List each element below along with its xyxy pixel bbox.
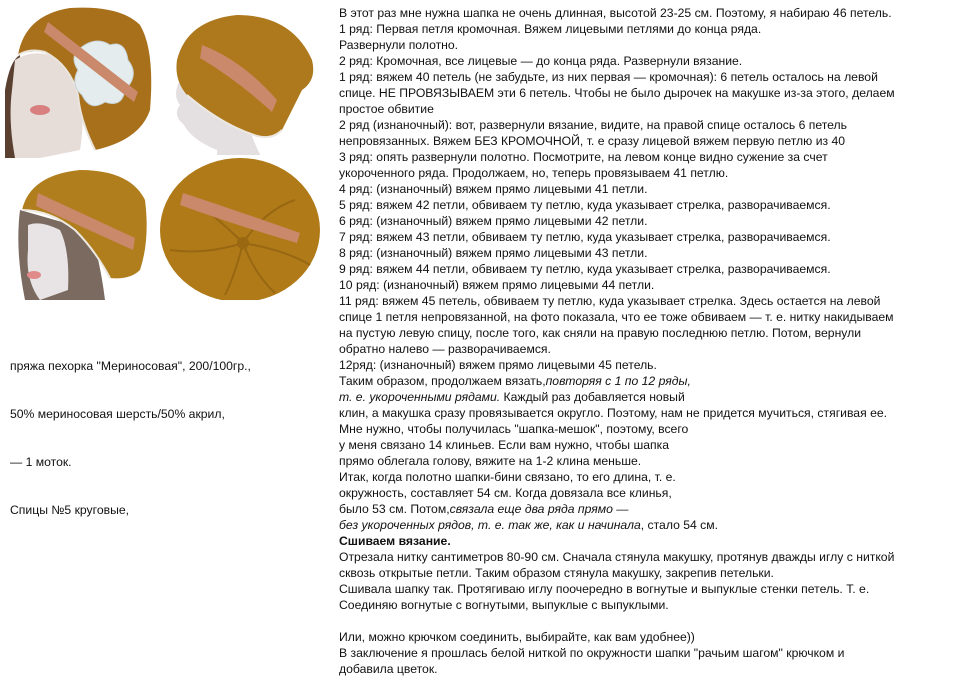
instruction-line: Мне нужно, чтобы получилась "шапка-мешок", поэтому, всего: [339, 422, 689, 436]
hat-photo-front-bangs: [0, 160, 160, 300]
hat-photo-side-profile: [162, 0, 320, 158]
instruction-line: 8 ряд: (изнаночный) вяжем прямо лицевыми 43 петли.: [339, 246, 648, 260]
instruction-line: непровязанных. Вяжем БЕЗ КРОМОЧНОЙ, т. е сразу лицевой вяжем первую петлю из 40: [339, 134, 846, 148]
line-text: Каждый раз добавляется новый: [500, 390, 685, 404]
line-italic: т. е. укороченными рядами.: [339, 390, 501, 404]
instruction-line: [339, 373, 957, 389]
hat-front-illustration: [0, 160, 160, 300]
instruction-line: укороченного ряда. Продолжаем, но, теперь провязываем 41 петлю.: [339, 166, 729, 180]
line-text: , стало 54 см.: [640, 518, 719, 532]
instruction-line: прямо облегала голову, вяжите на 1-2 клина меньше.: [339, 454, 642, 468]
material-quantity: — 1 моток.: [10, 455, 72, 469]
instruction-line: Итак, когда полотно шапки-бини связано, то его длина, т. е.: [339, 470, 676, 484]
line-italic: без укороченных рядов, т. е. так же, как и начинала: [339, 518, 641, 532]
instruction-line: Соединяю вогнутые с вогнутыми, выпуклые с выпуклыми.: [339, 598, 669, 612]
knitting-instructions: [339, 5, 957, 677]
instruction-line: 10 ряд: (изнаночный) вяжем прямо лицевыми 44 петли.: [339, 278, 655, 292]
intro-line: В этот раз мне нужна шапка не очень длинная, высотой 23-25 см. Поэтому, я набираю 46 петель.: [339, 6, 892, 20]
instruction-line: Отрезала нитку сантиметров 80-90 см. Сначала стянула макушку, протянув дважды иглу с ниткой: [339, 550, 895, 564]
instruction-line: простое обвитие: [339, 102, 434, 116]
line-text: Таким образом, продолжаем вязать,: [339, 374, 546, 388]
material-needles: Спицы №5 круговые,: [10, 503, 129, 517]
instruction-line: 5 ряд: вяжем 42 петли, обвиваем ту петлю, куда указывает стрелка, разворачиваемся.: [339, 198, 831, 212]
instruction-line: В заключение я прошлась белой ниткой по окружности шапки "рачьим шагом" крючком и: [339, 646, 845, 660]
hat-photo-top-view: [155, 155, 320, 300]
instruction-line: на пустую левую спицу, после того, как сняли на правую последнюю петлю. Потом, вернули: [339, 326, 862, 340]
section-heading-sewing: Сшиваем вязание.: [339, 534, 451, 548]
material-composition: 50% мериносовая шерсть/50% акрил,: [10, 407, 225, 421]
hat-with-flower-illustration: [0, 0, 160, 158]
instruction-line: 7 ряд: вяжем 43 петли, обвиваем ту петлю, куда указывает стрелка, разворачиваемся.: [339, 230, 831, 244]
instruction-line: сквозь открытые петли. Таким образом стянула макушку, закрепив петельки.: [339, 566, 774, 580]
instruction-line: 4 ряд: (изнаночный) вяжем прямо лицевыми 41 петли.: [339, 182, 648, 196]
line-italic: связала еще два ряда прямо —: [449, 502, 629, 516]
instruction-line: 2 ряд (изнаночный): вот, развернули вязание, видите, на правой спице осталось 6 петель: [339, 118, 848, 132]
instruction-line: спице. НЕ ПРОВЯЗЫВАЕМ эти 6 петель. Чтобы не было дырочек на макушке из-за этого, делаем: [339, 86, 895, 100]
instruction-line: 11 ряд: вяжем 45 петель, обвиваем ту петлю, куда указывает стрелка. Здесь остается на левой: [339, 294, 881, 308]
instruction-line: Развернули полотно.: [339, 38, 459, 52]
instruction-line: у меня связано 14 клиньев. Если вам нужно, чтобы шапка: [339, 438, 669, 452]
instruction-line: добавила цветок.: [339, 662, 438, 676]
hat-photo-front-flower: [0, 0, 160, 158]
instruction-line: 12ряд: (изнаночный) вяжем прямо лицевыми 45 петель.: [339, 358, 657, 372]
hat-side-illustration: [162, 0, 320, 158]
instruction-line: 1 ряд: Первая петля кромочная. Вяжем лицевыми петлями до конца ряда.: [339, 22, 762, 36]
instruction-line: обратно налево — разворачиваемся.: [339, 342, 551, 356]
instruction-line: 2 ряд: Кромочная, все лицевые — до конца ряда. Развернули вязание.: [339, 54, 743, 68]
instruction-line: окружность, составляет 54 см. Когда довязала все клинья,: [339, 486, 672, 500]
instruction-line: 1 ряд: вяжем 40 петель (не забудьте, из них первая — кромочная): 6 петель осталось на левой: [339, 70, 878, 84]
hat-crown-illustration: [155, 155, 320, 300]
line-italic: повторяя с 1 по 12 ряды,: [545, 374, 691, 388]
instruction-line: клин, а макушка сразу провязывается округло. Поэтому, нам не придется мучиться, стягивая ее.: [339, 406, 888, 420]
instruction-line: спице 1 петля непровязанной, на фото показала, что ее тоже обвиваем — т. е. нитку накидываем: [339, 310, 894, 324]
material-yarn: пряжа пехорка "Мериносовая", 200/100гр.,: [10, 359, 251, 373]
blank-line: [339, 613, 957, 629]
instruction-line: [339, 517, 957, 533]
instruction-line: 3 ряд: опять развернули полотно. Посмотрите, на левом конце видно сужение за счет: [339, 150, 828, 164]
instruction-line: 6 ряд: (изнаночный) вяжем прямо лицевыми 42 петли.: [339, 214, 648, 228]
instruction-line: Сшивала шапку так. Протягиваю иглу поочередно в вогнутые и выпуклые стенки петель. Т. е.: [339, 582, 870, 596]
materials-list: [10, 326, 310, 534]
line-text: было 53 см. Потом,: [339, 502, 450, 516]
photo-gallery: [0, 0, 320, 300]
instruction-line: [339, 389, 957, 405]
instruction-line: Или, можно крючком соединить, выбирайте, как вам удобнее)): [339, 630, 695, 644]
instruction-line: 9 ряд: вяжем 44 петли, обвиваем ту петлю, куда указывает стрелка, разворачиваемся.: [339, 262, 831, 276]
instruction-line: [339, 501, 957, 517]
